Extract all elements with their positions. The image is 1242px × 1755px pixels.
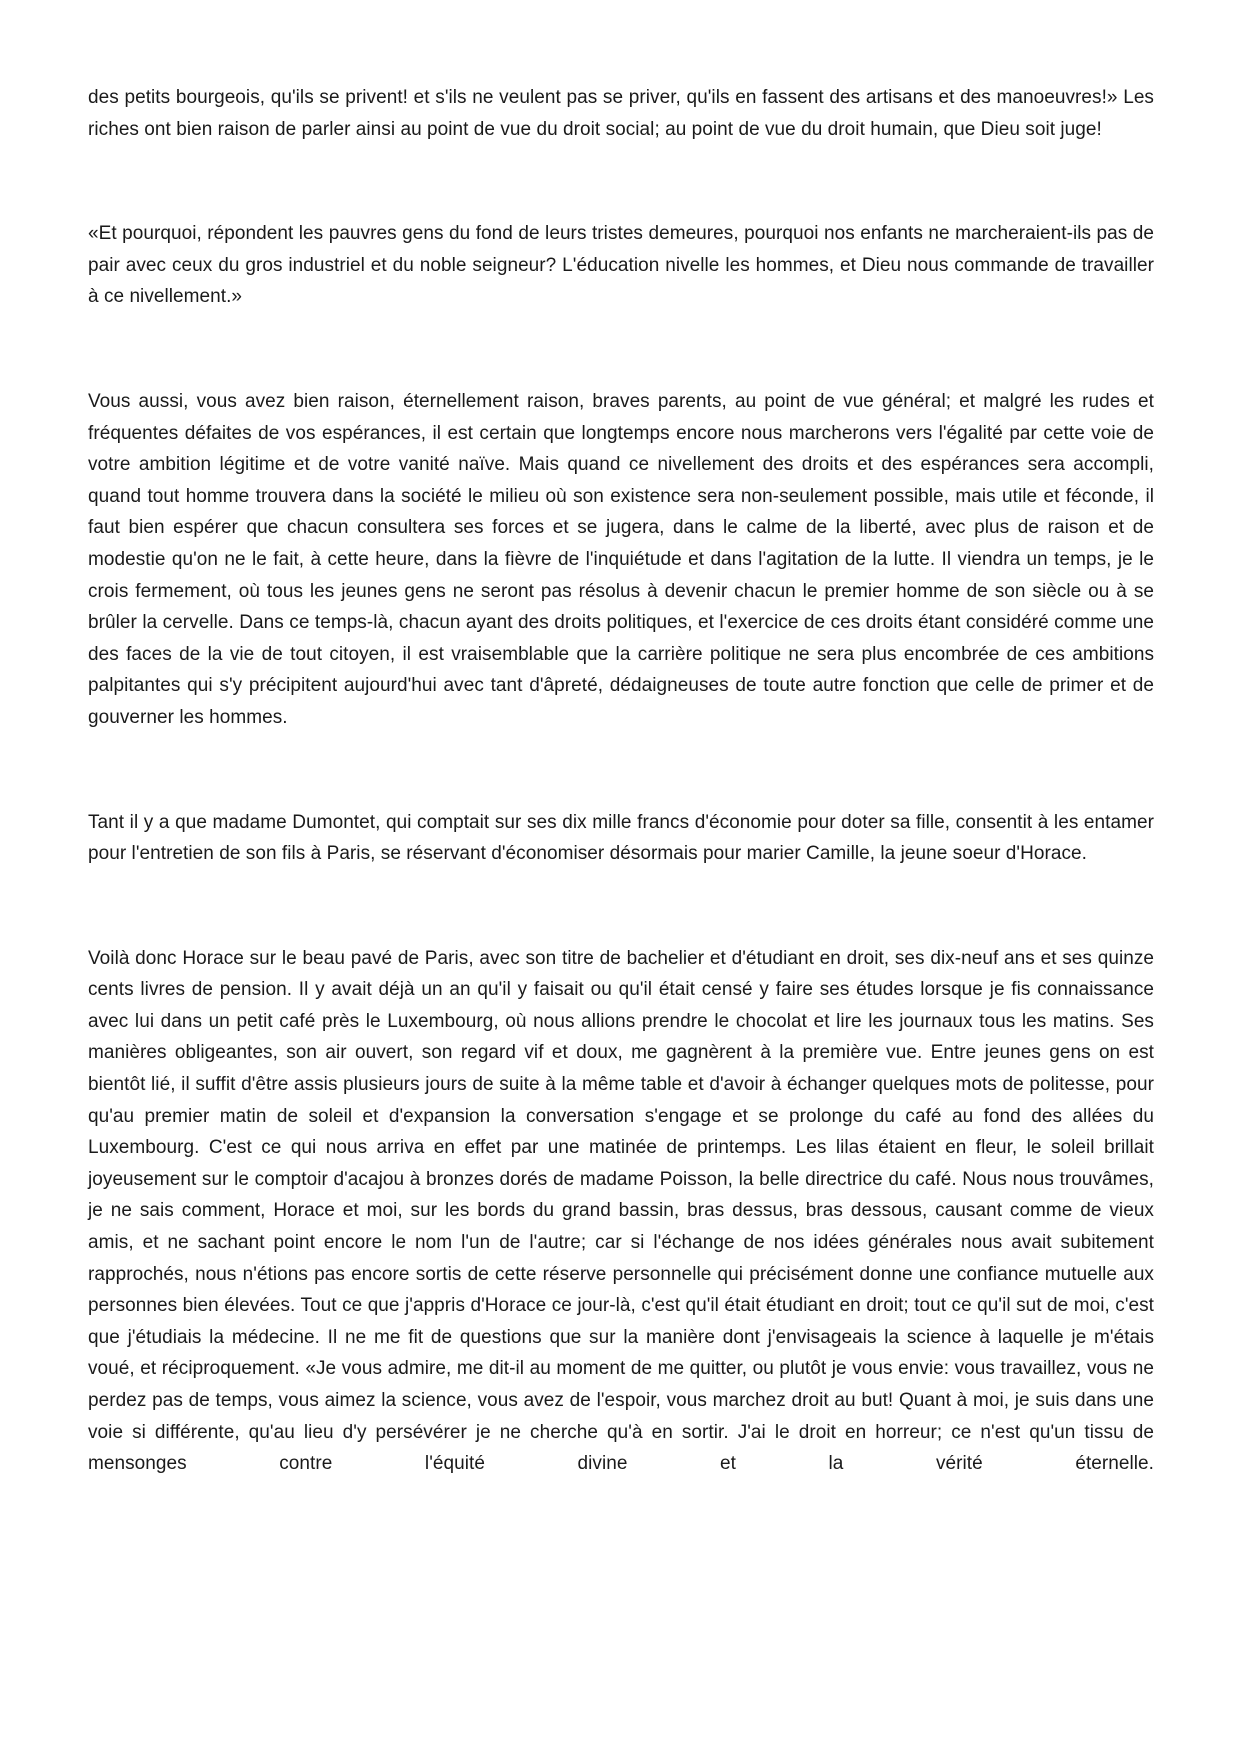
paragraph-2: «Et pourquoi, répondent les pauvres gens du fond de leurs tristes demeures, pourquoi nos enfants ne marcheraient-ils pas de pair avec ceux du gros industriel et du noble seigneur? L'éducation nivelle les hommes, et Dieu nous commande de travailler à ce nivellement.»	[88, 223, 1154, 308]
paragraph-4: Tant il y a que madame Dumontet, qui comptait sur ses dix mille francs d'économie pour doter sa fille, consentit à les entamer pour l'entretien de son fils à Paris, se réservant d'économiser désormais pour marier Camille, la jeune soeur d'Horace.	[88, 811, 1154, 865]
paragraph-3: Vous aussi, vous avez bien raison, éternellement raison, braves parents, au point de vue général; et malgré les rudes et fréquentes défaites de vos espérances, il est certain que longtemps encore nous marcherons vers l'égalité par cette voie de votre ambition légitime et de votre vanité naïve. Mais quand ce nivellement des droits et des espérances sera accompli, quand tout homme trouvera dans la société le milieu où son existence sera non-seulement possible, mais utile et féconde, il faut bien espérer que chacun consultera ses forces et se jugera, dans le calme de la liberté, avec plus de raison et de modestie qu'on ne le fait, à cette heure, dans la fièvre de l'inquiétude et dans l'agitation de la lutte. Il viendra un temps, je le crois fermement, où tous les jeunes gens ne seront pas résolus à devenir chacun le premier homme de son siècle ou à se brûler la cervelle. Dans ce temps-là, chacun ayant des droits politiques, et l'exercice de ces droits étant considéré comme une des faces de la vie de tout citoyen, il est vraisemblable que la carrière politique ne sera plus encombrée de ces ambitions palpitantes qui s'y précipitent aujourd'hui avec tant d'âpreté, dédaigneuses de toute autre fonction que celle de primer et de gouverner les hommes.	[88, 390, 1154, 728]
document-page	[88, 82, 1154, 1480]
paragraph-1: des petits bourgeois, qu'ils se privent! et s'ils ne veulent pas se priver, qu'ils en fassent des artisans et des manoeuvres!» Les riches ont bien raison de parler ainsi au point de vue du droit social; au point de vue du droit humain, que Dieu soit juge!	[88, 87, 1154, 140]
paragraph-5: Voilà donc Horace sur le beau pavé de Paris, avec son titre de bachelier et d'étudiant en droit, ses dix-neuf ans et ses quinze cents livres de pension. Il y avait déjà un an qu'il y faisait ou qu'il était censé y faire ses études lorsque je fis connaissance avec lui dans un petit café près le Luxembourg, où nous allions prendre le chocolat et lire les journaux tous les matins. Ses manières obligeantes, son air ouvert, son regard vif et doux, me gagnèrent à la première vue. Entre jeunes gens on est bientôt lié, il suffit d'être assis plusieurs jours de suite à la même table et d'avoir à échanger quelques mots de politesse, pour qu'au premier matin de soleil et d'expansion la conversation s'engage et se prolonge du café au fond des allées du Luxembourg. C'est ce qui nous arriva en effet par une matinée de printemps. Les lilas étaient en fleur, le soleil brillait joyeusement sur le comptoir d'acajou à bronzes dorés de madame Poisson, la belle directrice du café. Nous nous trouvâmes, je ne sais comment, Horace et moi, sur les bords du grand bassin, bras dessus, bras dessous, causant comme de vieux amis, et ne sachant point encore le nom l'un de l'autre; car si l'échange de nos idées générales nous avait subitement rapprochés, nous n'étions pas encore sortis de cette réserve personnelle qui précisément donne une confiance mutuelle aux personnes bien élevées. Tout ce que j'appris d'Horace ce jour-là, c'est qu'il était étudiant en droit; tout ce qu'il sut de moi, c'est que j'étudiais la médecine. Il ne me fit de questions que sur la manière dont j'envisageais la science à laquelle je m'étais voué, et réciproquement. «Je vous admire, me dit-il au moment de me quitter, ou plutôt je vous envie: vous travaillez, vous ne perdez pas de temps, vous aimez la science, vous avez de l'espoir, vous marchez droit au but! Quant à moi, je suis dans une voie si différente, qu'au lieu d'y persévérer je ne cherche qu'à en sortir. J'ai le droit en horreur; ce n'est qu'un tissu de mensonges contre l'équité divine et la vérité éternelle.	[88, 947, 1154, 1475]
